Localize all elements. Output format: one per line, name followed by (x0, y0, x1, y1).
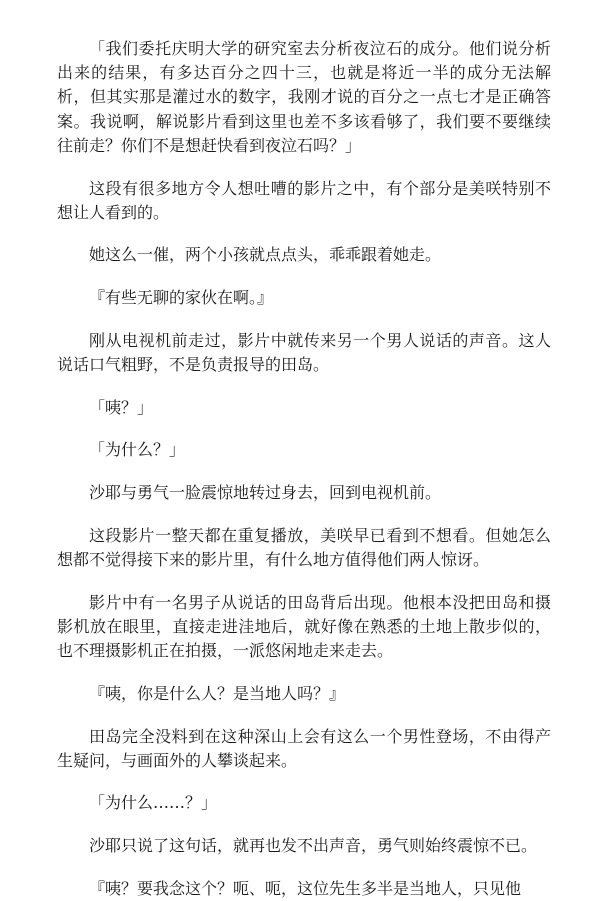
paragraph: 「我们委托庆明大学的研究室去分析夜泣石的成分。他们说分析出来的结果，有多达百分之四十三，也就是将近一半的成分无法解析，但其实那是灌过水的数字，我刚才说的百分之一点七才是正确答案。我说啊，解说影片看到这里也差不多该看够了，我们要不要继续往前走？你们不是想赶快看到夜泣石吗？」 (57, 39, 551, 155)
paragraph: 她这么一催，两个小孩就点点头，乖乖跟着她走。 (89, 245, 442, 265)
paragraph: 『有些无聊的家伙在啊。』 (89, 288, 274, 308)
paragraph: 沙耶只说了这句话，就再也发不出声音，勇气则始终震惊不已。 (89, 836, 538, 856)
paragraph: 『咦？要我念这个？呃、呃，这位先生多半是当地人，只见他 (89, 878, 522, 898)
paragraph: 「为什么……？」 (89, 793, 218, 813)
paragraph: 刚从电视机前走过，影片中就传来另一个男人说话的声音。这人说话口气粗野，不是负责报导的田岛。 (57, 330, 551, 375)
paragraph: 这段影片一整天都在重复播放，美咲早已看到不想看。但她怎么想都不觉得接下来的影片里，有什么地方值得他们两人惊讶。 (57, 525, 551, 570)
paragraph: 这段有很多地方令人想吐嘈的影片之中，有个部分是美咲特别不想让人看到的。 (57, 178, 551, 222)
paragraph: 「咦？」 (89, 397, 154, 417)
paragraph: 田岛完全没料到在这种深山上会有这么一个男性登场，不由得产生疑问，与画面外的人攀谈起来。 (57, 726, 551, 770)
paragraph: 「为什么？」 (89, 440, 186, 460)
paragraph: 沙耶与勇气一脸震惊地转过身去，回到电视机前。 (89, 483, 442, 503)
paragraph: 影片中有一名男子从说话的田岛背后出现。他根本没把田岛和摄影机放在眼里，直接走进洼地后，就好像在熟悉的土地上散步似的，也不理摄影机正在拍摄，一派悠闲地走来走去。 (57, 592, 551, 661)
paragraph: 『咦，你是什么人？是当地人吗？』 (89, 683, 346, 703)
